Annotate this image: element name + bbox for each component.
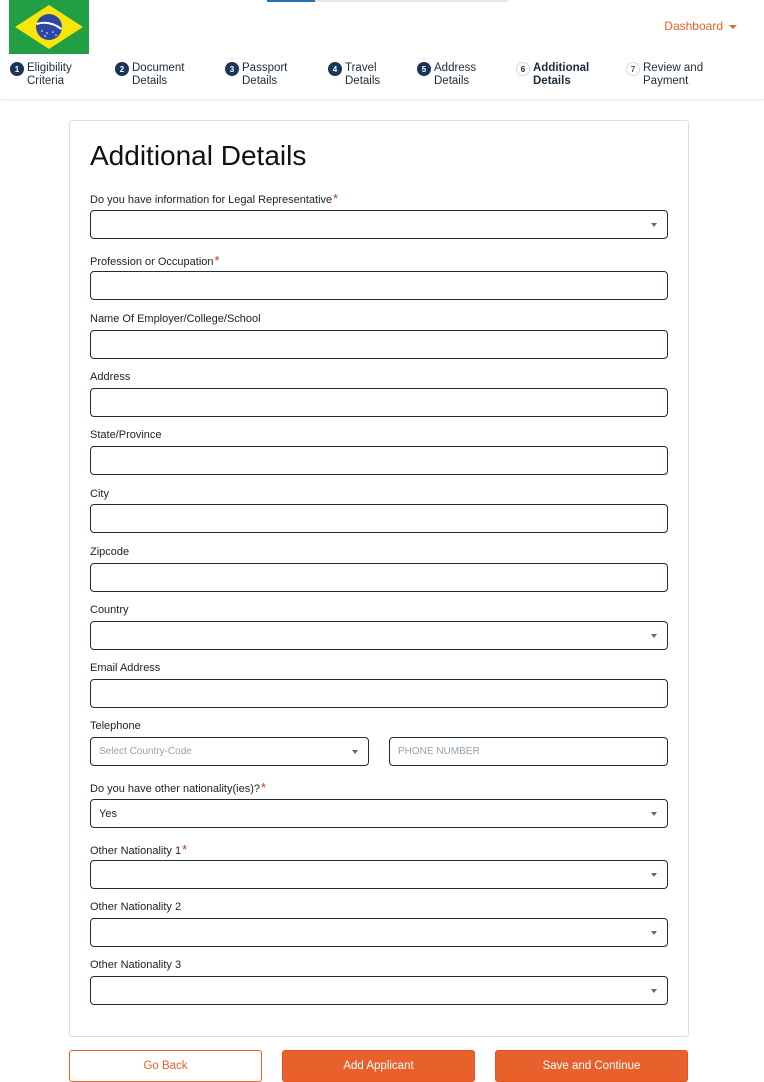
chevron-down-icon [729, 25, 737, 29]
step-eligibility[interactable] [10, 62, 72, 88]
address-label: Address [90, 371, 131, 383]
other-nationality-select[interactable]: Yes [90, 799, 668, 828]
step-label: Address Details [434, 62, 477, 87]
dashboard-label: Dashboard [664, 19, 723, 33]
step-additional[interactable] [516, 62, 589, 88]
email-label: Email Address [90, 662, 161, 674]
step-number: 4 [328, 62, 342, 76]
go-back-button[interactable]: Go Back [69, 1050, 262, 1082]
progress-strip [267, 0, 508, 2]
legal-rep-label: Do you have information for Legal Representative* [90, 191, 339, 206]
city-input[interactable] [90, 504, 668, 533]
step-label: Eligibility Criteria [27, 62, 72, 87]
step-travel[interactable] [328, 62, 380, 88]
telephone-label: Telephone [90, 720, 141, 732]
step-navigation [0, 54, 764, 100]
nationality2-select[interactable] [90, 918, 668, 947]
step-label: Travel Details [345, 62, 381, 87]
country-code-select[interactable]: Select Country-Code [90, 737, 369, 766]
required-mark: * [214, 253, 220, 268]
nationality1-select[interactable] [90, 860, 668, 889]
state-input[interactable] [90, 446, 668, 475]
step-document[interactable] [115, 62, 184, 88]
progress-fill [267, 0, 315, 2]
step-number: 2 [115, 62, 129, 76]
save-continue-button[interactable]: Save and Continue [495, 1050, 688, 1082]
country-label: Country [90, 604, 129, 616]
required-mark: * [260, 780, 267, 795]
add-applicant-button[interactable]: Add Applicant [282, 1050, 475, 1082]
step-passport[interactable] [225, 62, 287, 88]
phone-number-input[interactable]: PHONE NUMBER [389, 737, 668, 766]
step-number: 7 [626, 62, 640, 76]
legal-rep-select[interactable] [90, 210, 668, 239]
nationality3-label: Other Nationality 3 [90, 959, 182, 971]
page-title: Additional Details [90, 140, 307, 171]
step-label: Passport Details [242, 62, 288, 87]
step-number: 5 [417, 62, 431, 76]
step-number: 1 [10, 62, 24, 76]
step-review[interactable] [626, 62, 703, 88]
step-number: 3 [225, 62, 239, 76]
brazil-flag-icon [9, 0, 89, 54]
step-label: Review and Payment [643, 62, 704, 87]
step-label: Document Details [132, 62, 185, 87]
nationality3-select[interactable] [90, 976, 668, 1005]
nationality2-label: Other Nationality 2 [90, 901, 182, 913]
employer-input[interactable] [90, 330, 668, 359]
nationality1-label: Other Nationality 1* [90, 842, 188, 857]
step-address[interactable] [417, 62, 476, 88]
step-label: Additional Details [533, 62, 590, 87]
address-input[interactable] [90, 388, 668, 417]
dashboard-menu[interactable] [664, 19, 737, 33]
profession-input[interactable] [90, 271, 668, 300]
top-bar [0, 0, 764, 54]
employer-label: Name Of Employer/College/School [90, 313, 261, 325]
email-input[interactable] [90, 679, 668, 708]
required-mark: * [182, 842, 188, 857]
city-label: City [90, 488, 109, 500]
country-select[interactable] [90, 621, 668, 650]
required-mark: * [333, 191, 339, 206]
other-nationality-label: Do you have other nationality(ies)?* [90, 780, 267, 795]
step-number: 6 [516, 62, 530, 76]
zipcode-input[interactable] [90, 563, 668, 592]
state-label: State/Province [90, 429, 162, 441]
zipcode-label: Zipcode [90, 546, 130, 558]
profession-label: Profession or Occupation* [90, 253, 220, 268]
